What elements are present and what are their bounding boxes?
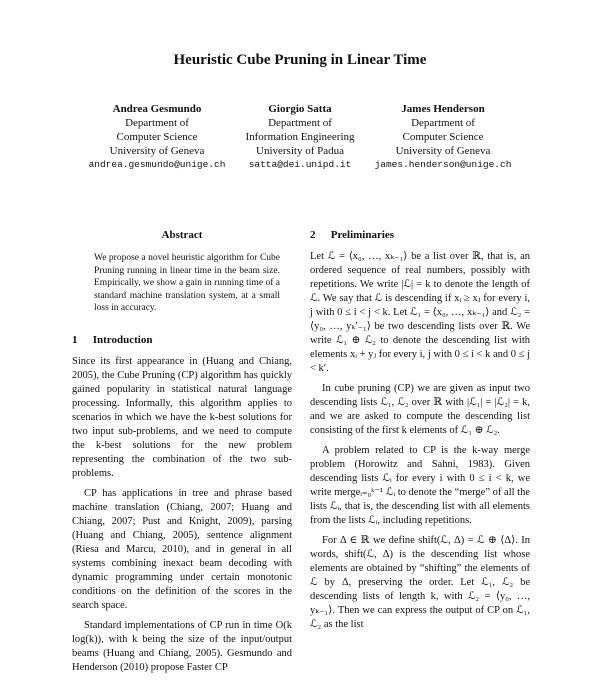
section-heading-introduction xyxy=(72,333,292,347)
prelim-paragraph-2: In cube pruning (CP) we are given as input two descending lists ℒ₁, ℒ₂ over ℝ with |ℒ₁| = |ℒ₂| = k, and we are asked to compute the descending list consisting of the first k elements of ℒ₁ ⊕ ℒ₂. xyxy=(310,383,530,436)
author-univ: University of Padua xyxy=(256,145,344,157)
author-dept2: Information Engineering xyxy=(245,131,355,143)
author-dept2: Computer Science xyxy=(402,131,484,143)
right-column xyxy=(310,228,530,638)
intro-paragraph-3: Standard implementations of CP run in time O(k log(k)), with k being the size of the input/output beams (Huang and Chiang, 2005). Gesmundo and Henderson (2010) propose Faster CP xyxy=(72,619,292,673)
abstract-text: We propose a novel heuristic algorithm for Cube Pruning running in linear time in the beam size. Empirically, we show a gain in running time of a standard machine translation system, at a small loss in accuracy. xyxy=(94,253,280,313)
paper-title: Heuristic Cube Pruning in Linear Time xyxy=(173,52,427,68)
author-email: james.henderson@unige.ch xyxy=(374,159,512,170)
intro-paragraph-2: CP has applications in tree and phrase based machine translation (Chiang, 2007; Huang and Chiang, 2007; Pust and Knight, 2009), parsing (Huang and Chiang, 2005), sentence alignment (Riesa and Marcu, 2010), and in general in all systems combining inexact beam decoding with dynamic programming under certain monotonic conditions on the definition of the scores in the search space. xyxy=(72,487,292,611)
prelim-paragraph-3: A problem related to CP is the k-way merge problem (Horowitz and Sahni, 1983). Given descending lists ℒᵢ for every i with 0 ≤ i < k, we write mergeᵢ₌₀ᵏ⁻¹ ℒᵢ to denote the “merge” of all the lists ℒᵢ, that is, the descending list with all elements from the lists ℒᵢ, including repetitions. xyxy=(310,445,530,526)
author-univ: University of Geneva xyxy=(395,145,491,157)
author-name: Giorgio Satta xyxy=(268,103,332,115)
author-dept: Department of xyxy=(411,117,475,129)
author-email: andrea.gesmundo@unige.ch xyxy=(88,159,226,170)
author-dept2: Computer Science xyxy=(116,131,198,143)
section-heading-preliminaries xyxy=(310,228,530,242)
author-name: Andrea Gesmundo xyxy=(112,103,202,115)
prelim-paragraph-4: For Δ ∈ ℝ we define shift(ℒ, Δ) = ℒ ⊕ ⟨Δ⟩. In words, shift(ℒ, Δ) is the descending list whose elements are obtained by “shifting” the elements of ℒ by Δ, preserving the order. Let ℒ₁, ℒ₂ be descending lists of length k, with ℒ₂ = ⟨y₀, …, yₖ₋₁⟩. Then we can express the output of CP on ℒ₁, ℒ₂ as the list xyxy=(310,535,530,630)
section-number: 1 xyxy=(72,333,78,346)
author-univ: University of Geneva xyxy=(109,145,205,157)
intro-paragraph-1: Since its first appearance in (Huang and Chiang, 2005), the Cube Pruning (CP) algorithm has quickly gained popularity in statistical natural language processing. Informally, this algorithm applies to scenarios in which we have the k-best solutions for two input sub-problems, and we need to compute the k-best solutions for the new problem representing the combination of the two sub-problems. xyxy=(72,355,292,479)
author-block xyxy=(358,102,528,172)
left-column xyxy=(72,228,292,681)
prelim-paragraph-1: Let ℒ = ⟨x₀, …, xₖ₋₁⟩ be a list over ℝ, that is, an ordered sequence of real numbers, possibly with repetitions. We write |ℒ| = k to denote the length of ℒ. We say that ℒ is descending if xᵢ ≥ xⱼ for every i, j with 0 ≤ i < j < k. Let ℒ₁ = ⟨x₀, …, xₖ₋₁⟩ and ℒ₂ = ⟨y₀, …, yₖ′₋₁⟩ be two descending lists over ℝ. We write ℒ₁ ⊕ ℒ₂ to denote the descending list with elements xᵢ + yⱼ for every i, j with 0 ≤ i < k and 0 ≤ j < k′. xyxy=(310,251,530,374)
author-name: James Henderson xyxy=(401,103,485,115)
abstract-heading: Abstract xyxy=(161,229,203,241)
section-number: 2 xyxy=(310,229,316,241)
author-dept: Department of xyxy=(268,117,332,129)
section-title: Introduction xyxy=(92,333,153,346)
section-title: Preliminaries xyxy=(330,229,395,241)
author-dept: Department of xyxy=(125,117,189,129)
author-email: satta@dei.unipd.it xyxy=(248,159,352,170)
